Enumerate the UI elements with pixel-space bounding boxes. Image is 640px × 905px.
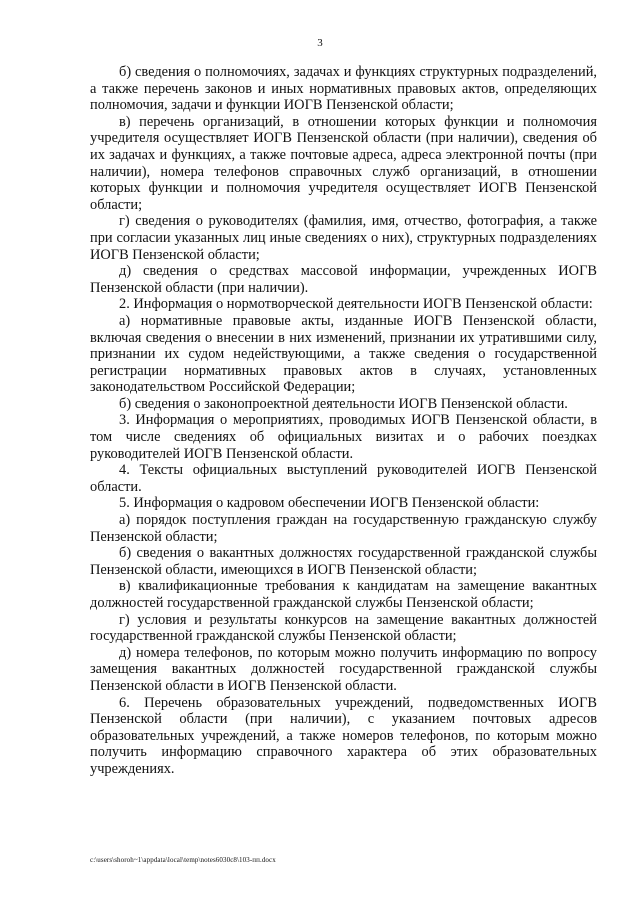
paragraph-5v: в) квалификационные требования к кандидатам на замещение вакантных должностей государственной гражданской службы Пензенской области; — [90, 578, 597, 611]
paragraph-1d: д) сведения о средствах массовой информации, учрежденных ИОГВ Пензенской области (при наличии). — [90, 263, 597, 296]
paragraph-5b: б) сведения о вакантных должностях государственной гражданской службы Пензенской области, имеющихся в ИОГВ Пензенской области; — [90, 545, 597, 578]
paragraph-2b: б) сведения о законопроектной деятельности ИОГВ Пензенской области. — [119, 395, 568, 412]
paragraph-6: 6. Перечень образовательных учреждений, подведомственных ИОГВ Пензенской области (при наличии), с указанием почтовых адресов образовательных учреждений, а также номеров телефонов, по которым можно получить информацию справочного характера об этих образовательных учреждениях. — [90, 694, 597, 777]
paragraph-5g: г) условия и результаты конкурсов на замещение вакантных должностей государственной гражданской службы Пензенской области; — [90, 611, 597, 645]
paragraph-1b: б) сведения о полномочиях, задачах и функциях структурных подразделений, а также перечень законов и иных нормативных правовых актов, определяющих полномочия, задачи и функции ИОГВ Пензенской области; — [90, 64, 597, 114]
paragraph-1g: г) сведения о руководителях (фамилия, имя, отчество, фотография, а также при согласии указанных лиц иные сведениях о них), структурных подразделениях ИОГВ Пензенской области; — [90, 213, 597, 263]
document-body — [90, 64, 597, 778]
paragraph-2a: а) нормативные правовые акты, изданные ИОГВ Пензенской области, включая сведения о внесении в них изменений, признании их утратившими силу, признании их судом недействующими, а также сведения о государственной регистрации нормативных правовых актов в случаях, установленных законодательством Российской Федерации; — [90, 312, 597, 396]
paragraph-2: 2. Информация о нормотворческой деятельности ИОГВ Пензенской области: — [119, 296, 593, 313]
footer-file-path: c:\users\shoroh~1\appdata\local\temp\notes6030c8\103-пп.docx — [90, 856, 276, 864]
paragraph-5a: а) порядок поступления граждан на государственную гражданскую службу Пензенской области; — [90, 512, 597, 545]
paragraph-4: 4. Тексты официальных выступлений руководителей ИОГВ Пензенской области. — [90, 462, 597, 495]
page-number: 3 — [317, 37, 323, 49]
paragraph-1v: в) перечень организаций, в отношении которых функции и полномочия учредителя осуществляет ИОГВ Пензенской области (при наличии), сведения об их задачах и функциях, а также почтовые адреса, адреса электронной почты (при наличии), номера телефонов справочных служб организаций, в отношении которых функции и полномочия учредителя осуществляет ИОГВ Пензенской области; — [90, 113, 597, 213]
paragraph-5d: д) номера телефонов, по которым можно получить информацию по вопросу замещения вакантных должностей государственной гражданской службы Пензенской области в ИОГВ Пензенской области. — [90, 644, 597, 694]
paragraph-5: 5. Информация о кадровом обеспечении ИОГВ Пензенской области: — [119, 495, 540, 512]
paragraph-3: 3. Информация о мероприятиях, проводимых ИОГВ Пензенской области, в том числе сведениях об официальных визитах и о рабочих поездках руководителей ИОГВ Пензенской области. — [90, 412, 597, 462]
